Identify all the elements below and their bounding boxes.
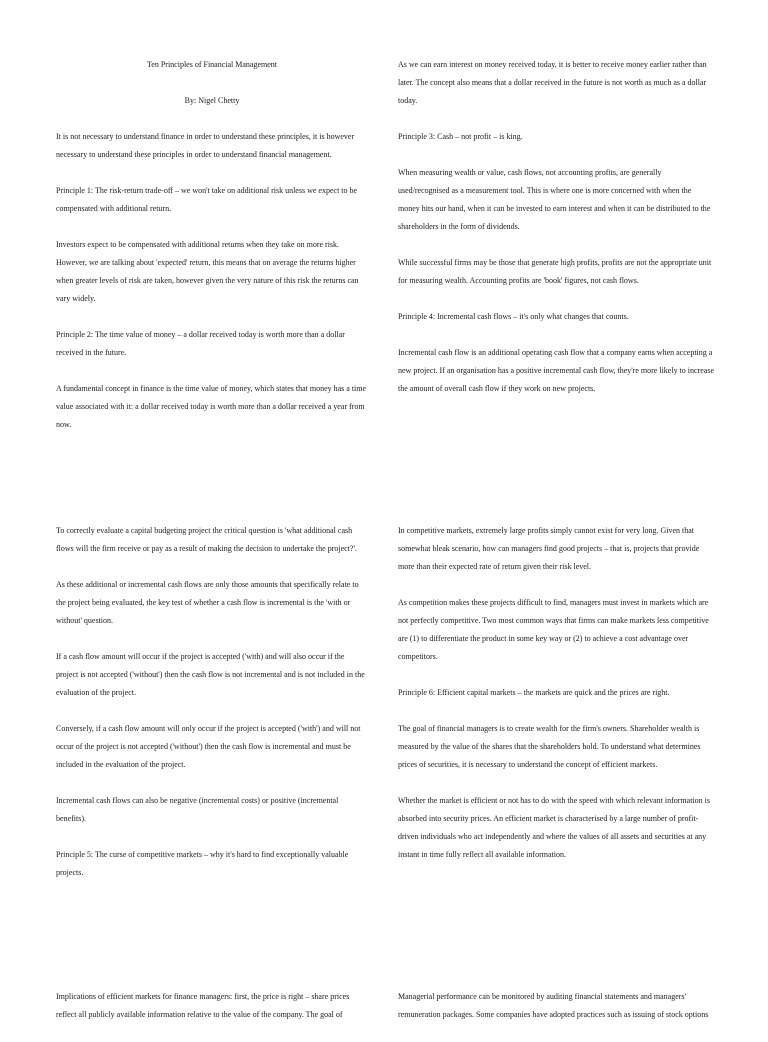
paragraph: As these additional or incremental cash flows are only those amounts that specifically relate to the project being evaluated, the key test of whether a cash flow is incremental is the 'with or without' question. bbox=[56, 580, 359, 625]
document-author: By: Nigel Chetty bbox=[184, 96, 240, 105]
paragraph: It is not necessary to understand finance in order to understand these principles, it is however necessary to understand these principles in order to understand financial management. bbox=[56, 132, 355, 159]
paragraph: The goal of financial managers is to create wealth for the firm's owners. Shareholder wealth is measured by the value of the shares that the shareholders hold. To understand what determines prices of securities, it is necessary to understand the concept of efficient markets. bbox=[398, 724, 701, 769]
paragraph: To correctly evaluate a capital budgeting project the critical question is 'what additional cash flows will the firm receive or pay as a result of making the decision to undertake the project?'. bbox=[56, 526, 357, 553]
top-right-column bbox=[398, 56, 714, 416]
principle-5-heading: Principle 5: The curse of competitive markets – why it's hard to find exceptionally valuable projects. bbox=[56, 850, 349, 877]
paragraph: Whether the market is efficient or not has to do with the speed with which relevant information is absorbed into security prices. An efficient market is characterised by a large number of profit-driven individuals who act independently and where the values of all assets and securities at any instant in time fully reflect all available information. bbox=[398, 796, 710, 859]
paragraph: Incremental cash flow is an additional operating cash flow that a company earns when accepting a new project. If an organisation has a positive incremental cash flow, they're more likely to increase the amount of overall cash flow if they work on new projects. bbox=[398, 348, 714, 393]
footer-left-column bbox=[56, 988, 368, 1042]
bottom-right-column bbox=[398, 522, 714, 882]
paragraph: If a cash flow amount will occur if the project is accepted ('with) and will also occur if the project is not accepted ('without') then the cash flow is not incremental and is not included in the evaluation of the project. bbox=[56, 652, 365, 697]
paragraph: Incremental cash flows can also be negative (incremental costs) or positive (incremental benefits). bbox=[56, 796, 339, 823]
principle-4-heading: Principle 4: Incremental cash flows – it's only what changes that counts. bbox=[398, 312, 629, 321]
bottom-left-column bbox=[56, 522, 368, 900]
paragraph: Conversely, if a cash flow amount will only occur if the project is accepted ('with') and will not occur of the project is not accepted ('without') then the cash flow is incremental and must be included in the evaluation of the project. bbox=[56, 724, 361, 769]
principle-1-heading: Principle 1: The risk-return trade-off – we won't take on additional risk unless we expect to be compensated with additional return. bbox=[56, 186, 358, 213]
top-left-column bbox=[56, 56, 368, 452]
paragraph: As competition makes these projects difficult to find, managers must invest in markets which are not perfectly competitive. Two most common ways that firms can make markets less competitive are (1) to differentiate the product in some key way or (2) to achieve a cost advantage over competitors. bbox=[398, 598, 709, 661]
document-title: Ten Principles of Financial Management bbox=[146, 60, 278, 69]
paragraph: While successful firms may be those that generate high profits, profits are not the appropriate unit for measuring wealth. Accounting profits are 'book' figures, not cash flows. bbox=[398, 258, 712, 285]
paragraph: Managerial performance can be monitored by auditing financial statements and managers' remuneration packages. Some companies have adopted practices such as issuing of stock options bbox=[398, 992, 709, 1019]
paragraph: Investors expect to be compensated with additional returns when they take on more risk. However, we are talking about 'expected' return, this means that on average the returns higher when greater levels of risk are taken, however given the very nature of this risk the returns can vary widely. bbox=[56, 240, 359, 303]
principle-6-heading: Principle 6: Efficient capital markets – the markets are quick and the prices are right. bbox=[398, 688, 670, 697]
paragraph: When measuring wealth or value, cash flows, not accounting profits, are generally used/recognised as a measurement tool. This is where one is more concerned with when the money hits our hand, when it can be invested to earn interest and when it can be distributed to the shareholders in the form of dividends. bbox=[398, 168, 711, 231]
paragraph: Implications of efficient markets for finance managers: first, the price is right – share prices reflect all publicly available information relative to the value of the company. The goal of bbox=[56, 992, 350, 1019]
paragraph: As we can earn interest on money received today, it is better to receive money earlier rather than later. The concept also means that a dollar received in the future is not worth as much as a dollar today. bbox=[398, 60, 707, 105]
paragraph: A fundamental concept in finance is the time value of money, which states that money has a time value associated with it: a dollar received today is worth more than a dollar received a year from now. bbox=[56, 384, 367, 429]
footer-right-column bbox=[398, 988, 714, 1042]
principle-3-heading: Principle 3: Cash – not profit – is king. bbox=[398, 132, 523, 141]
principle-2-heading: Principle 2: The time value of money – a dollar received today is worth more than a dollar received in the future. bbox=[56, 330, 345, 357]
paragraph: In competitive markets, extremely large profits simply cannot exist for very long. Given that somewhat bleak scenario, how can managers find good projects – that is, projects that provide more than their expected rate of return given their risk level. bbox=[398, 526, 700, 571]
